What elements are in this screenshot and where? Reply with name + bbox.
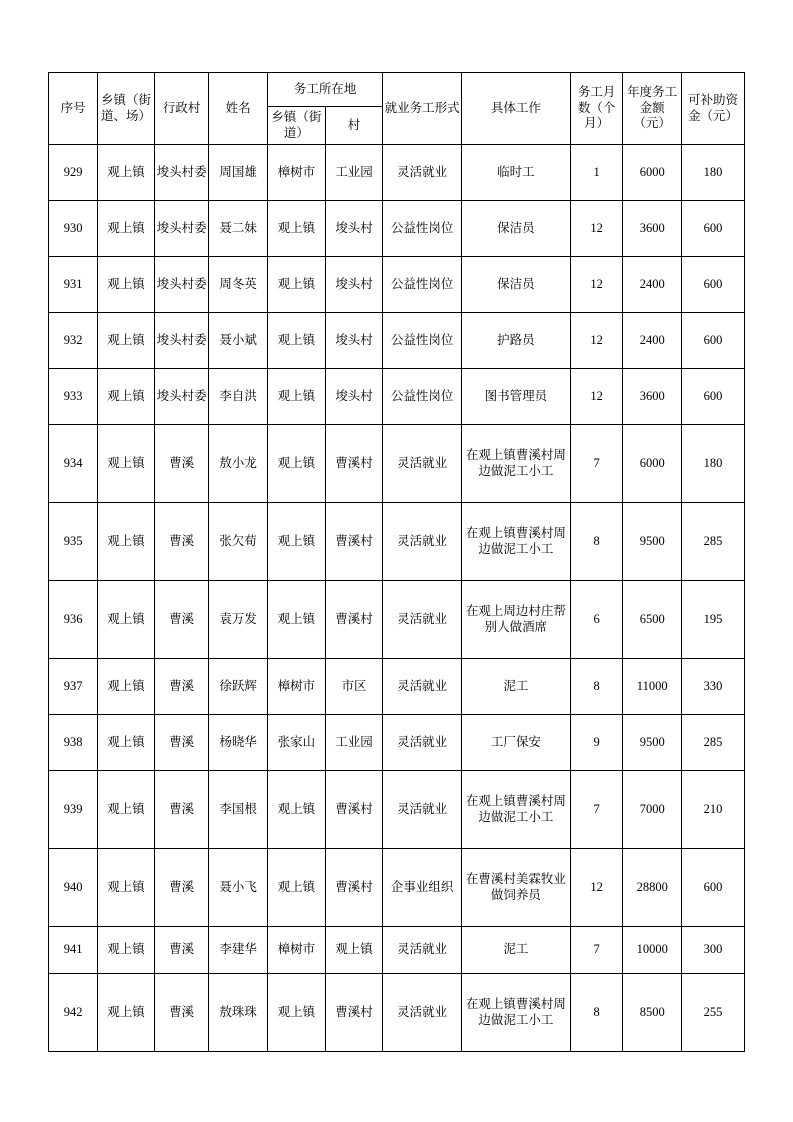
cell-name: 聂小飞	[209, 849, 268, 927]
cell-employment-form: 灵活就业	[383, 145, 462, 201]
cell-seq: 939	[49, 771, 98, 849]
cell-work-village: 曹溪村	[325, 425, 383, 503]
cell-village: 曹溪	[154, 849, 209, 927]
cell-amount: 6500	[623, 581, 682, 659]
cell-job: 图书管理员	[461, 369, 570, 425]
cell-seq: 933	[49, 369, 98, 425]
table-row	[49, 503, 745, 581]
column-header-town: 乡镇（街道、场）	[98, 73, 155, 145]
cell-work-town: 观上镇	[268, 503, 326, 581]
table-row	[49, 313, 745, 369]
cell-name: 张欠荀	[209, 503, 268, 581]
cell-work-town: 观上镇	[268, 201, 326, 257]
cell-amount: 6000	[623, 145, 682, 201]
cell-village: 埈头村委	[154, 313, 209, 369]
cell-months: 12	[570, 369, 622, 425]
cell-work-town: 观上镇	[268, 425, 326, 503]
cell-work-village: 埈头村	[325, 369, 383, 425]
cell-work-village: 市区	[325, 659, 383, 715]
cell-job: 泥工	[461, 659, 570, 715]
cell-work-village: 曹溪村	[325, 581, 383, 659]
column-header-name: 姓名	[209, 73, 268, 145]
cell-months: 12	[570, 849, 622, 927]
cell-employment-form: 灵活就业	[383, 974, 462, 1052]
cell-employment-form: 灵活就业	[383, 715, 462, 771]
column-header-months: 务工月数（个月）	[570, 73, 622, 145]
table-row	[49, 771, 745, 849]
cell-job: 在观上镇曹溪村周边做泥工小工	[461, 425, 570, 503]
cell-work-town: 观上镇	[268, 369, 326, 425]
cell-work-village: 曹溪村	[325, 771, 383, 849]
cell-work-town: 张家山	[268, 715, 326, 771]
cell-name: 李国根	[209, 771, 268, 849]
cell-subsidy: 600	[682, 257, 745, 313]
table-row	[49, 927, 745, 974]
cell-work-town: 观上镇	[268, 771, 326, 849]
cell-village: 曹溪	[154, 771, 209, 849]
cell-town: 观上镇	[98, 369, 155, 425]
cell-months: 9	[570, 715, 622, 771]
cell-village: 曹溪	[154, 974, 209, 1052]
cell-work-village: 工业园	[325, 145, 383, 201]
cell-name: 周国雄	[209, 145, 268, 201]
cell-subsidy: 300	[682, 927, 745, 974]
cell-town: 观上镇	[98, 257, 155, 313]
cell-employment-form: 灵活就业	[383, 425, 462, 503]
cell-months: 7	[570, 771, 622, 849]
cell-job: 在曹溪村美霖牧业做饲养员	[461, 849, 570, 927]
cell-seq: 937	[49, 659, 98, 715]
cell-months: 1	[570, 145, 622, 201]
cell-job: 保洁员	[461, 257, 570, 313]
cell-seq: 930	[49, 201, 98, 257]
cell-village: 埈头村委	[154, 369, 209, 425]
cell-subsidy: 210	[682, 771, 745, 849]
cell-months: 7	[570, 425, 622, 503]
cell-subsidy: 600	[682, 201, 745, 257]
cell-subsidy: 285	[682, 715, 745, 771]
cell-employment-form: 灵活就业	[383, 581, 462, 659]
cell-employment-form: 灵活就业	[383, 927, 462, 974]
cell-work-town: 观上镇	[268, 974, 326, 1052]
cell-town: 观上镇	[98, 974, 155, 1052]
cell-amount: 2400	[623, 257, 682, 313]
cell-town: 观上镇	[98, 503, 155, 581]
cell-amount: 10000	[623, 927, 682, 974]
table-row	[49, 715, 745, 771]
cell-name: 聂二妹	[209, 201, 268, 257]
cell-town: 观上镇	[98, 425, 155, 503]
cell-work-village: 埈头村	[325, 201, 383, 257]
cell-work-village: 埈头村	[325, 257, 383, 313]
table-header	[49, 73, 745, 145]
cell-village: 曹溪	[154, 927, 209, 974]
table-row	[49, 659, 745, 715]
cell-seq: 936	[49, 581, 98, 659]
cell-work-town: 樟树市	[268, 927, 326, 974]
cell-subsidy: 330	[682, 659, 745, 715]
cell-village: 曹溪	[154, 659, 209, 715]
cell-village: 埈头村委	[154, 145, 209, 201]
cell-job: 临时工	[461, 145, 570, 201]
cell-months: 8	[570, 659, 622, 715]
cell-subsidy: 600	[682, 313, 745, 369]
cell-work-town: 樟树市	[268, 145, 326, 201]
cell-job: 保洁员	[461, 201, 570, 257]
column-header-seq: 序号	[49, 73, 98, 145]
cell-seq: 938	[49, 715, 98, 771]
cell-seq: 935	[49, 503, 98, 581]
cell-subsidy: 180	[682, 145, 745, 201]
cell-job: 在观上镇曹溪村周边做泥工小工	[461, 974, 570, 1052]
cell-seq: 942	[49, 974, 98, 1052]
cell-amount: 6000	[623, 425, 682, 503]
table-row	[49, 581, 745, 659]
cell-village: 曹溪	[154, 581, 209, 659]
table-row	[49, 849, 745, 927]
table-body	[49, 145, 745, 1052]
cell-village: 埈头村委	[154, 201, 209, 257]
table-row	[49, 425, 745, 503]
table-row	[49, 369, 745, 425]
cell-employment-form: 灵活就业	[383, 659, 462, 715]
cell-work-village: 曹溪村	[325, 974, 383, 1052]
cell-subsidy: 600	[682, 849, 745, 927]
cell-amount: 3600	[623, 201, 682, 257]
cell-town: 观上镇	[98, 849, 155, 927]
cell-amount: 3600	[623, 369, 682, 425]
column-header-work-town: 乡镇（街道）	[268, 107, 326, 145]
cell-amount: 9500	[623, 503, 682, 581]
cell-name: 敖珠珠	[209, 974, 268, 1052]
cell-town: 观上镇	[98, 659, 155, 715]
cell-seq: 931	[49, 257, 98, 313]
cell-village: 埈头村委	[154, 257, 209, 313]
cell-job: 泥工	[461, 927, 570, 974]
cell-months: 8	[570, 974, 622, 1052]
cell-months: 12	[570, 257, 622, 313]
cell-subsidy: 180	[682, 425, 745, 503]
cell-town: 观上镇	[98, 581, 155, 659]
table-row	[49, 257, 745, 313]
column-header-job: 具体工作	[461, 73, 570, 145]
cell-town: 观上镇	[98, 927, 155, 974]
employment-subsidy-table	[48, 72, 745, 1052]
table-row	[49, 974, 745, 1052]
cell-work-town: 樟树市	[268, 659, 326, 715]
cell-seq: 929	[49, 145, 98, 201]
column-header-village: 行政村	[154, 73, 209, 145]
cell-name: 徐跃辉	[209, 659, 268, 715]
cell-work-village: 观上镇	[325, 927, 383, 974]
cell-job: 护路员	[461, 313, 570, 369]
cell-village: 曹溪	[154, 503, 209, 581]
cell-name: 李自洪	[209, 369, 268, 425]
column-header-employment-form: 就业务工形式	[383, 73, 462, 145]
cell-work-town: 观上镇	[268, 849, 326, 927]
column-header-amount: 年度务工金额（元）	[623, 73, 682, 145]
cell-employment-form: 公益性岗位	[383, 201, 462, 257]
cell-employment-form: 灵活就业	[383, 503, 462, 581]
cell-employment-form: 公益性岗位	[383, 313, 462, 369]
cell-town: 观上镇	[98, 715, 155, 771]
cell-employment-form: 灵活就业	[383, 771, 462, 849]
cell-amount: 11000	[623, 659, 682, 715]
cell-name: 杨晓华	[209, 715, 268, 771]
cell-town: 观上镇	[98, 201, 155, 257]
cell-work-town: 观上镇	[268, 313, 326, 369]
cell-job: 工厂保安	[461, 715, 570, 771]
cell-seq: 940	[49, 849, 98, 927]
cell-work-town: 观上镇	[268, 581, 326, 659]
cell-seq: 934	[49, 425, 98, 503]
cell-employment-form: 公益性岗位	[383, 257, 462, 313]
cell-subsidy: 255	[682, 974, 745, 1052]
table-row	[49, 201, 745, 257]
table-header-row-1	[49, 73, 745, 107]
cell-amount: 7000	[623, 771, 682, 849]
cell-months: 6	[570, 581, 622, 659]
cell-subsidy: 195	[682, 581, 745, 659]
cell-seq: 941	[49, 927, 98, 974]
cell-work-village: 工业园	[325, 715, 383, 771]
column-header-work-location: 务工所在地	[268, 73, 383, 107]
cell-work-village: 埈头村	[325, 313, 383, 369]
cell-town: 观上镇	[98, 145, 155, 201]
cell-seq: 932	[49, 313, 98, 369]
cell-name: 李建华	[209, 927, 268, 974]
table-row	[49, 145, 745, 201]
cell-village: 曹溪	[154, 715, 209, 771]
cell-employment-form: 公益性岗位	[383, 369, 462, 425]
cell-months: 12	[570, 313, 622, 369]
cell-job: 在观上镇曹溪村周边做泥工小工	[461, 503, 570, 581]
cell-months: 7	[570, 927, 622, 974]
cell-subsidy: 600	[682, 369, 745, 425]
cell-work-village: 曹溪村	[325, 849, 383, 927]
cell-amount: 28800	[623, 849, 682, 927]
cell-job: 在观上镇曹溪村周边做泥工小工	[461, 771, 570, 849]
cell-name: 周冬英	[209, 257, 268, 313]
cell-amount: 8500	[623, 974, 682, 1052]
cell-months: 8	[570, 503, 622, 581]
column-header-subsidy: 可补助资金（元）	[682, 73, 745, 145]
cell-town: 观上镇	[98, 313, 155, 369]
cell-name: 聂小斌	[209, 313, 268, 369]
cell-work-town: 观上镇	[268, 257, 326, 313]
cell-months: 12	[570, 201, 622, 257]
cell-town: 观上镇	[98, 771, 155, 849]
cell-village: 曹溪	[154, 425, 209, 503]
cell-work-village: 曹溪村	[325, 503, 383, 581]
cell-employment-form: 企事业组织	[383, 849, 462, 927]
cell-job: 在观上周边村庄帮别人做酒席	[461, 581, 570, 659]
cell-amount: 9500	[623, 715, 682, 771]
cell-subsidy: 285	[682, 503, 745, 581]
column-header-work-village: 村	[325, 107, 383, 145]
cell-amount: 2400	[623, 313, 682, 369]
cell-name: 敖小龙	[209, 425, 268, 503]
cell-name: 袁万发	[209, 581, 268, 659]
